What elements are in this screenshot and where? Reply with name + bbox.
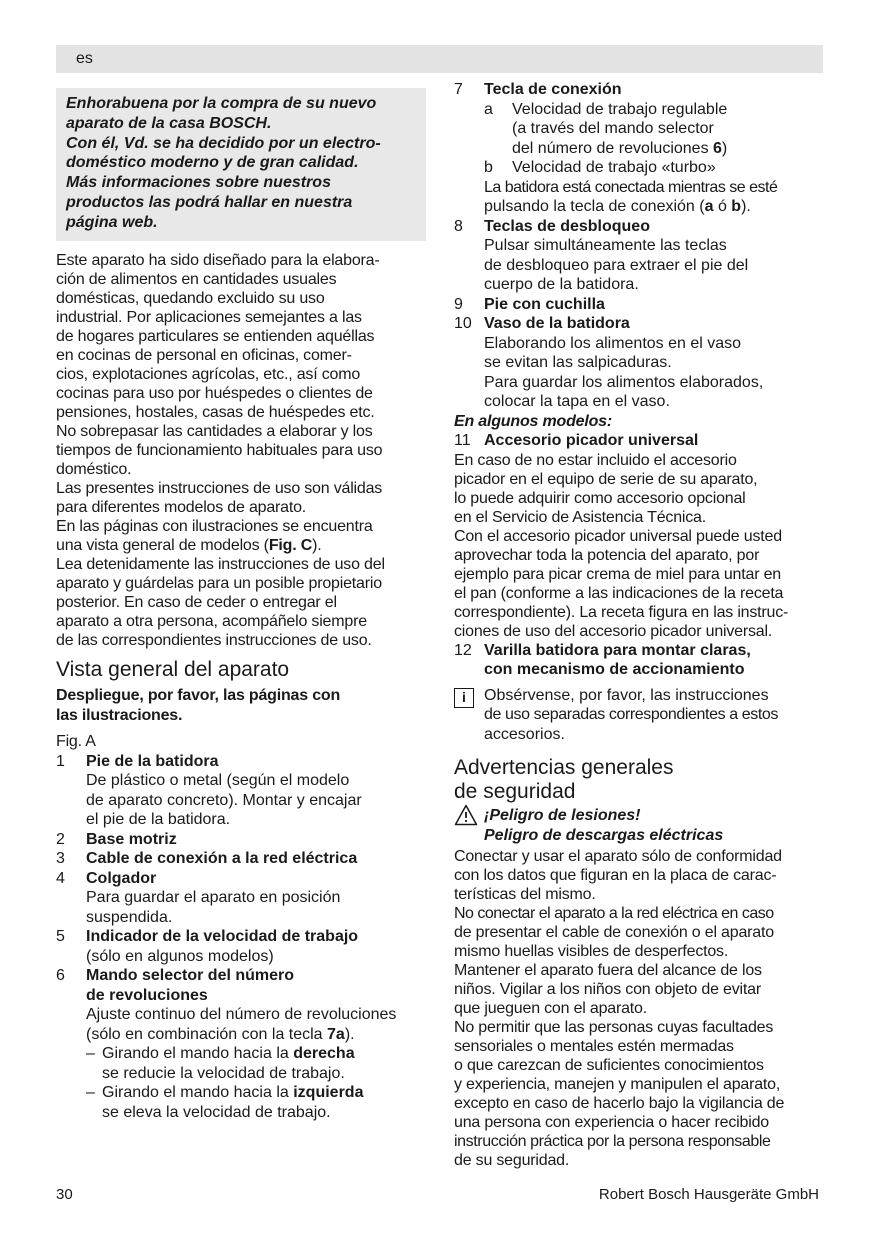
body-line: Las presentes instrucciones de uso son válidas <box>56 479 383 497</box>
body-line: pensiones, hostales, casas de huéspedes etc. <box>56 403 375 421</box>
body-line: de hogares particulares se entienden aquéllas <box>56 327 375 345</box>
body-line: En las páginas con ilustraciones se encuentra <box>56 517 373 535</box>
body-line: Lea detenidamente las instrucciones de uso del <box>56 555 385 573</box>
warnings-heading: de seguridad <box>454 780 576 803</box>
language-bar <box>56 45 823 73</box>
right-column <box>454 80 824 1170</box>
body-line: cocinas para uso por huéspedes o clientes de <box>56 384 373 402</box>
item-9: 9 Pie con cuchilla <box>454 295 605 313</box>
item-2: 2 Base motriz <box>56 830 177 848</box>
page-number: 30 <box>56 1186 73 1203</box>
item-3: 3 Cable de conexión a la red eléctrica <box>56 850 358 868</box>
body-line: ción de alimentos en cantidades usuales <box>56 270 337 288</box>
safety-text: Conectar y usar el aparato sólo de conformidad con los datos que figuran en la placa de carac- terísticas del mismo. No conectar el aparato a la red eléctrica en caso de presentar el cable de conexión o el aparato mismo huellas visibles de desperfectos. Mantener el aparato fuera del alcance de los niños. Vigilar a los niños con objeto de evitar que jueguen con el aparato. No permitir que las personas cuyas facultades sensoriales o mentales estén mermadas o que carezcan de suficientes conocimientos y experiencia, manejen y manipulen el aparato, excepto en caso de hacerlo bajo la vigilancia de una persona con experiencia o hacer recibido instrucción práctica por la persona responsable de su seguridad. <box>454 848 785 1169</box>
body-line: posterior. En caso de ceder o entregar el <box>56 593 337 611</box>
language-code: es <box>76 50 93 67</box>
body-line: cios, explotaciones agrícolas, etc., así como <box>56 365 361 383</box>
item-4: 4 Colgador Para guardar el aparato en posición suspendida. <box>56 869 341 926</box>
unfold-instruction: las ilustraciones. <box>56 706 183 724</box>
body-line: doméstico. <box>56 460 132 478</box>
fig-c-reference: Fig. C <box>268 536 313 554</box>
intro-box <box>56 88 426 241</box>
overview-heading: Vista general del aparato <box>56 657 290 681</box>
body-line: Este aparato ha sido diseñado para la elabora- <box>56 251 380 269</box>
body-line: para diferentes modelos de aparato. <box>56 498 307 516</box>
body-line: en cocinas de personal en oficinas, comer- <box>56 346 352 364</box>
body-line: de las correspondientes instrucciones de uso. <box>56 631 372 649</box>
info-icon: i <box>454 688 474 708</box>
warning-triangle-icon <box>454 804 484 845</box>
footer-company: Robert Bosch Hausgeräte GmbH <box>598 1186 819 1203</box>
body-line: tiempos de funcionamiento habituales para uso <box>56 441 383 459</box>
body-line: aparato a otra persona, acompáñelo siempre <box>56 612 367 630</box>
intro-line: doméstico moderno y de gran calidad. <box>66 154 359 172</box>
item-12: 12 Varilla batidora para montar claras, con mecanismo de accionamiento <box>454 641 751 678</box>
some-models-label: En algunos modelos: <box>454 412 612 430</box>
unfold-instruction: Despliegue, por favor, las páginas con <box>56 686 341 704</box>
fig-a-label: Fig. A <box>56 732 96 750</box>
item-6: 6 Mando selector del número de revoluciones Ajuste continuo del número de revoluciones (sólo en combinación con la tecla 7a). – Girando el mando hacia la derecha se reducie la velocidad de trabajo. – Girando el mando hacia la izquierda se eleva la velocidad de trabajo. <box>56 967 397 1121</box>
intro-line: Con él, Vd. se ha decidido por un electro- <box>66 134 381 152</box>
item-11: 11 Accesorio picador universal En caso de no estar incluido el accesorio picador en el equipo de serie de su aparato, lo puede adquirir como accesorio opcional en el Servicio de Asistencia Técnica. Con el accesorio picador universal puede usted aprovechar toda la potencia del aparato, por ejemplo para picar crema de miel para untar en el pan (conforme a las indicaciones de la receta correspondiente). La receta figura en las instruc- ciones de uso del accesorio picador universal. <box>454 432 789 640</box>
warnings-heading: Advertencias generales <box>454 756 674 779</box>
item-7: 7 Tecla de conexión a Velocidad de trabajo regulable (a través del mando selector del número de revoluciones 6) b Velocidad de trabajo «turbo» La batidora está conectada mientras se esté pulsando la tecla de conexión (a ó b). <box>454 81 778 215</box>
body-line: aparato y guárdelas para un posible propietario <box>56 574 382 592</box>
body-line: una vista general de modelos (Fig. C). <box>56 536 322 554</box>
item-1: 1 Pie de la batidora De plástico o metal (según el modelo de aparato concreto). Montar y encajar el pie de la batidora. <box>56 752 362 829</box>
intro-line: productos las podrá hallar en nuestra <box>66 193 353 211</box>
body-line: industrial. Por aplicaciones semejantes a las <box>56 308 362 326</box>
intro-line: página web. <box>66 213 158 231</box>
danger-warning: ¡Peligro de lesiones! Peligro de descargas eléctricas <box>454 806 824 845</box>
body-line: No sobrepasar las cantidades a elaborar y los <box>56 422 373 440</box>
intro-line: Más informaciones sobre nuestros <box>66 174 331 192</box>
item-5: 5 Indicador de la velocidad de trabajo (sólo en algunos modelos) <box>56 928 359 965</box>
intro-line: Enhorabuena por la compra de su nuevo <box>66 95 377 112</box>
item-8: 8 Teclas de desbloqueo Pulsar simultáneamente las teclas de desbloqueo para extraer el pie del cuerpo de la batidora. <box>454 217 749 293</box>
info-note: i Obsérvense, por favor, las instrucciones de uso separadas correspondientes a estos accesorios. <box>454 686 824 745</box>
body-text <box>56 251 426 650</box>
item-10: 10 Vaso de la batidora Elaborando los alimentos en el vaso se evitan las salpicaduras. Para guardar los alimentos elaborados, colocar la tapa en el vaso. <box>454 315 764 410</box>
left-column <box>56 88 426 1122</box>
intro-line: aparato de la casa BOSCH. <box>66 114 272 132</box>
body-line: domésticas, quedando excluido su uso <box>56 289 325 307</box>
